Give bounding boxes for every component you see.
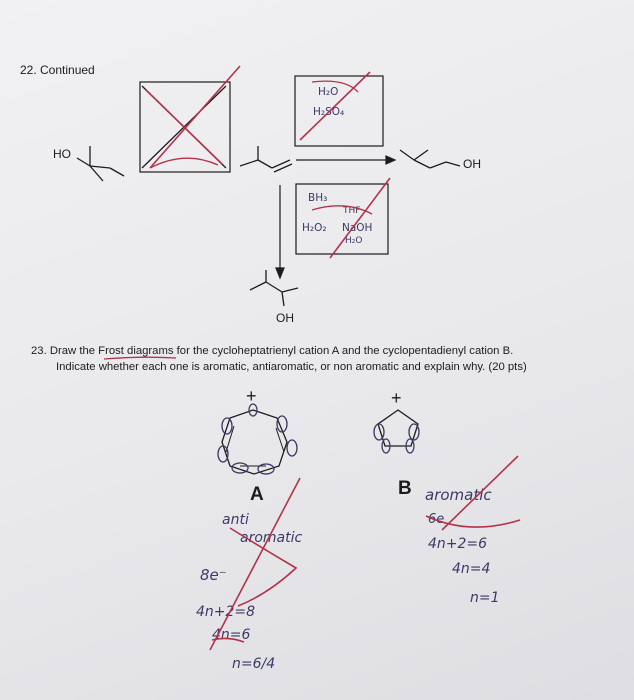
- reaction-arrow-right: [296, 156, 395, 164]
- alkene-structure: [240, 146, 292, 172]
- cation-b-charge: +: [391, 388, 402, 408]
- reagent-box-bottom: [296, 178, 390, 258]
- hand-electrons-b: 6e: [428, 512, 445, 527]
- reagent-water-2: H₂O: [345, 236, 363, 246]
- hand-aromatic-b: aromatic: [425, 486, 492, 504]
- hand-aromatic-a: aromatic: [240, 530, 303, 546]
- cation-a-label: A: [250, 484, 264, 505]
- reagent-sulfuric-acid: H₂SO₄: [313, 106, 345, 118]
- hand-electrons-a: 8e⁻: [200, 566, 227, 584]
- question-23-line-1: 23. Draw the Frost diagrams for the cycloheptatrienyl cation A and the cyclopentadienyl cation B.: [31, 345, 514, 357]
- hand-eq3-b: n=1: [470, 590, 500, 606]
- product-oh-label: OH: [463, 157, 481, 171]
- question-22-header: 22. Continued: [20, 63, 95, 77]
- red-markings-b: [426, 456, 520, 530]
- frost-diagrams-underline: [104, 357, 176, 359]
- product-alcohol-structure: [400, 150, 460, 168]
- reagent-water: H₂O: [318, 86, 339, 98]
- reagent-box-top: [295, 72, 383, 146]
- crossed-out-product-box: [140, 66, 240, 172]
- bottom-alcohol-structure: [250, 270, 298, 306]
- hand-eq2-a: 4n=6: [212, 627, 251, 643]
- question-23-line-2: Indicate whether each one is aromatic, antiaromatic, or non aromatic and explain why. (20 pts): [56, 361, 527, 373]
- cation-a-charge: +: [246, 386, 257, 406]
- red-markings-a: [210, 478, 303, 650]
- hand-eq2-b: 4n=4: [452, 561, 491, 577]
- hand-anti: anti: [222, 512, 249, 528]
- cycloheptatrienyl-cation-a: [218, 404, 297, 474]
- reagent-borane: BH₃: [308, 192, 328, 204]
- ho-label: HO: [53, 147, 71, 161]
- hand-eq1-b: 4n+2=6: [428, 536, 488, 552]
- reagent-thf: THF: [343, 206, 361, 216]
- reagent-naoh: NaOH: [342, 222, 373, 234]
- reaction-arrow-down: [276, 185, 284, 278]
- reagent-peroxide: H₂O₂: [302, 222, 327, 234]
- hand-eq1-a: 4n+2=8: [196, 604, 256, 620]
- cyclopentadienyl-cation-b: [374, 410, 419, 453]
- starting-alcohol-structure: [77, 146, 124, 181]
- cation-b-label: B: [398, 478, 412, 499]
- bottom-oh-label: OH: [276, 311, 294, 325]
- hand-eq3-a: n=6/4: [232, 656, 276, 672]
